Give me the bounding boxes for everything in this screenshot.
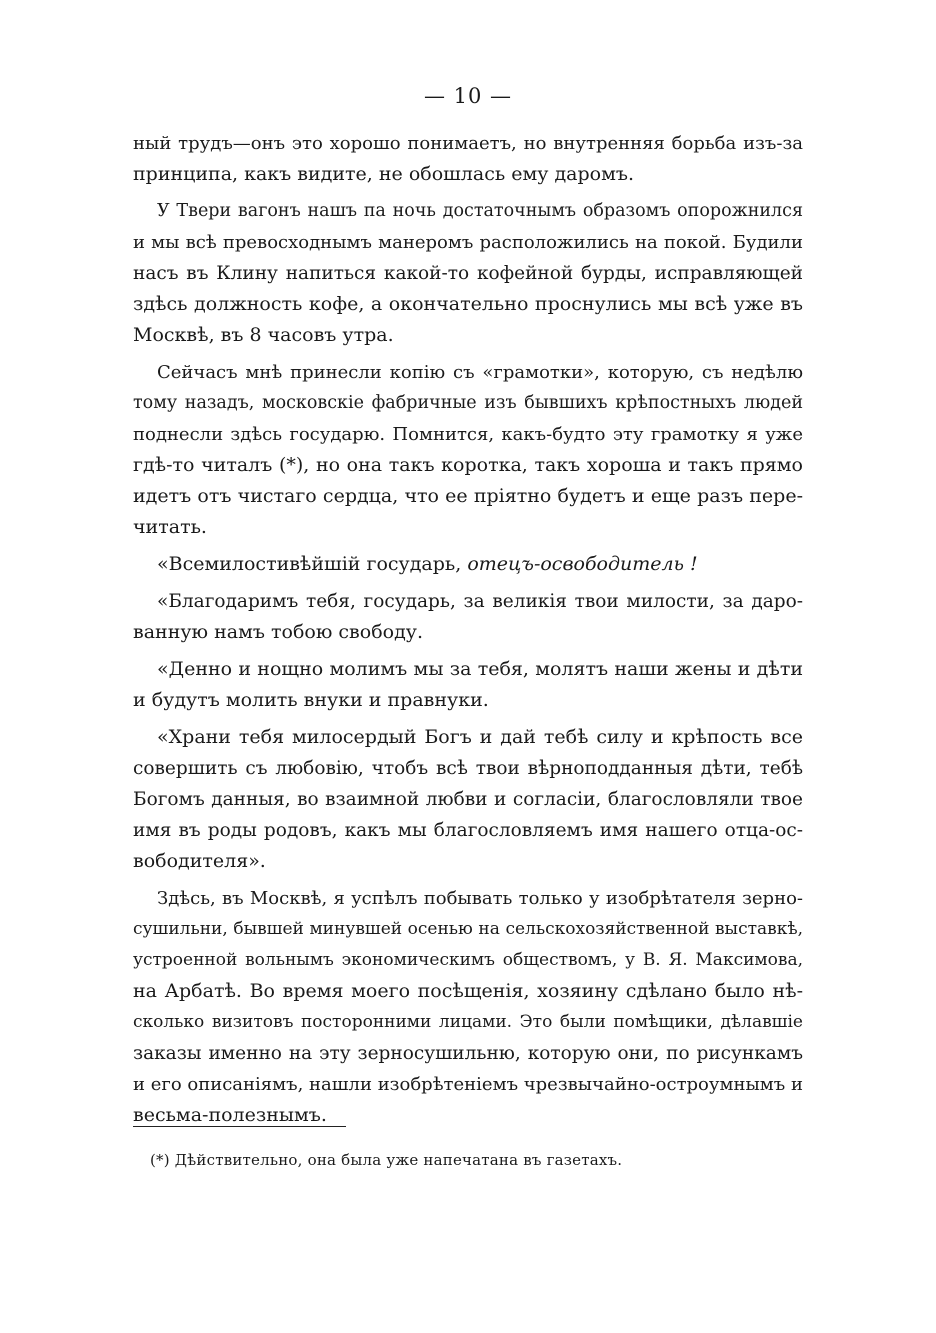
text-line: Богомъ данныя, во взаимной любви и согласіи, благословляли твое (133, 789, 803, 810)
text-line: «Благодаримъ тебя, государь, за великія твои милости, за даро- (157, 591, 803, 612)
text-line: насъ въ Клину напиться какой-то кофейной бурды, исправляющей (133, 263, 803, 284)
paragraph (133, 357, 803, 543)
text-line: гдѣ-то читалъ (*), но она такъ коротка, такъ хороша и такъ прямо (133, 454, 803, 476)
text-line: вободителя». (133, 850, 266, 872)
paragraph (133, 722, 803, 877)
paragraph (133, 654, 803, 716)
text-line: Здѣсь, въ Москвѣ, я успѣлъ побывать только у изобрѣтателя зерно- (157, 888, 803, 909)
paragraph (133, 586, 803, 648)
text-line: читать. (133, 516, 207, 538)
text-line: и мы всѣ превосходнымъ манеромъ расположились на покой. Будили (133, 232, 803, 253)
text-line: на Арбатѣ. Во время моего посѣщенія, хозяину сдѣлано было нѣ- (133, 980, 803, 1002)
salutation-italic-text: отецъ-освободитель ! (467, 553, 698, 575)
paragraph (133, 196, 803, 351)
text-line: ный трудъ—онъ это хорошо понимаетъ, но внутренняя борьба изъ-за (133, 133, 803, 154)
text-line: совершить съ любовію, чтобъ всѣ твои вѣрноподданныя дѣти, тебѣ (133, 758, 803, 779)
text-line: ванную намъ тобою свободу. (133, 621, 423, 643)
footnote: (*) Дѣйствительно, она была уже напечатана въ газетахъ. (150, 1151, 623, 1169)
text-line: имя въ роды родовъ, какъ мы благословляемъ имя нашего отца-ос- (133, 820, 803, 841)
text-line: тому назадъ, московскіе фабричные изъ бывшихъ крѣпостныхъ людей (133, 393, 803, 413)
text-line: сколько визитовъ посторонними лицами. Это были помѣщики, дѣлавшіе (133, 1012, 803, 1032)
paragraph-salutation (133, 549, 803, 580)
text-line: весьма-полезнымъ. (133, 1104, 327, 1126)
text-line: поднесли здѣсь государю. Помнится, какъ-будто эту грамотку я уже (133, 424, 803, 445)
text-line: У Твери вагонъ нашъ па ночь достаточнымъ образомъ опорожнился (157, 201, 803, 221)
page-number: — 10 — (423, 84, 513, 108)
text-line: здѣсь должность кофе, а окончательно проснулись мы всѣ уже въ (133, 293, 803, 315)
text-line: устроенной вольнымъ экономическимъ обществомъ, у В. Я. Максимова, (133, 950, 803, 970)
text-line (133, 549, 803, 580)
paragraph (133, 128, 803, 190)
text-line: и будутъ молить внуки и правнуки. (133, 689, 489, 711)
page-body (133, 128, 803, 1137)
text-line: «Денно и нощно молимъ мы за тебя, молятъ наши жены и дѣти (157, 658, 803, 680)
text-line: Москвѣ, въ 8 часовъ утра. (133, 324, 394, 346)
text-line: сушильни, бывшей минувшей осенью на сельскохозяйственной выставкѣ, (133, 919, 803, 939)
text-line: заказы именно на эту зерносушильню, которую они, по рисункамъ (133, 1043, 803, 1064)
text-line: принципа, какъ видите, не обошлась ему даромъ. (133, 163, 634, 185)
text-line: Сейчасъ мнѣ принесли копію съ «грамотки», которую, съ недѣлю (157, 362, 803, 383)
text-line: и его описаніямъ, нашли изобрѣтеніемъ чрезвычайно-остроумнымъ и (133, 1074, 803, 1095)
salutation-text: «Всемилостивѣйшій государь, (157, 553, 468, 575)
footnote-divider (133, 1126, 346, 1127)
paragraph (133, 883, 803, 1131)
text-line: «Храни тебя милосердый Богъ и дай тебѣ силу и крѣпость все (157, 726, 803, 748)
text-line: идетъ отъ чистаго сердца, что ее пріятно будетъ и еще разъ пере- (133, 485, 803, 507)
